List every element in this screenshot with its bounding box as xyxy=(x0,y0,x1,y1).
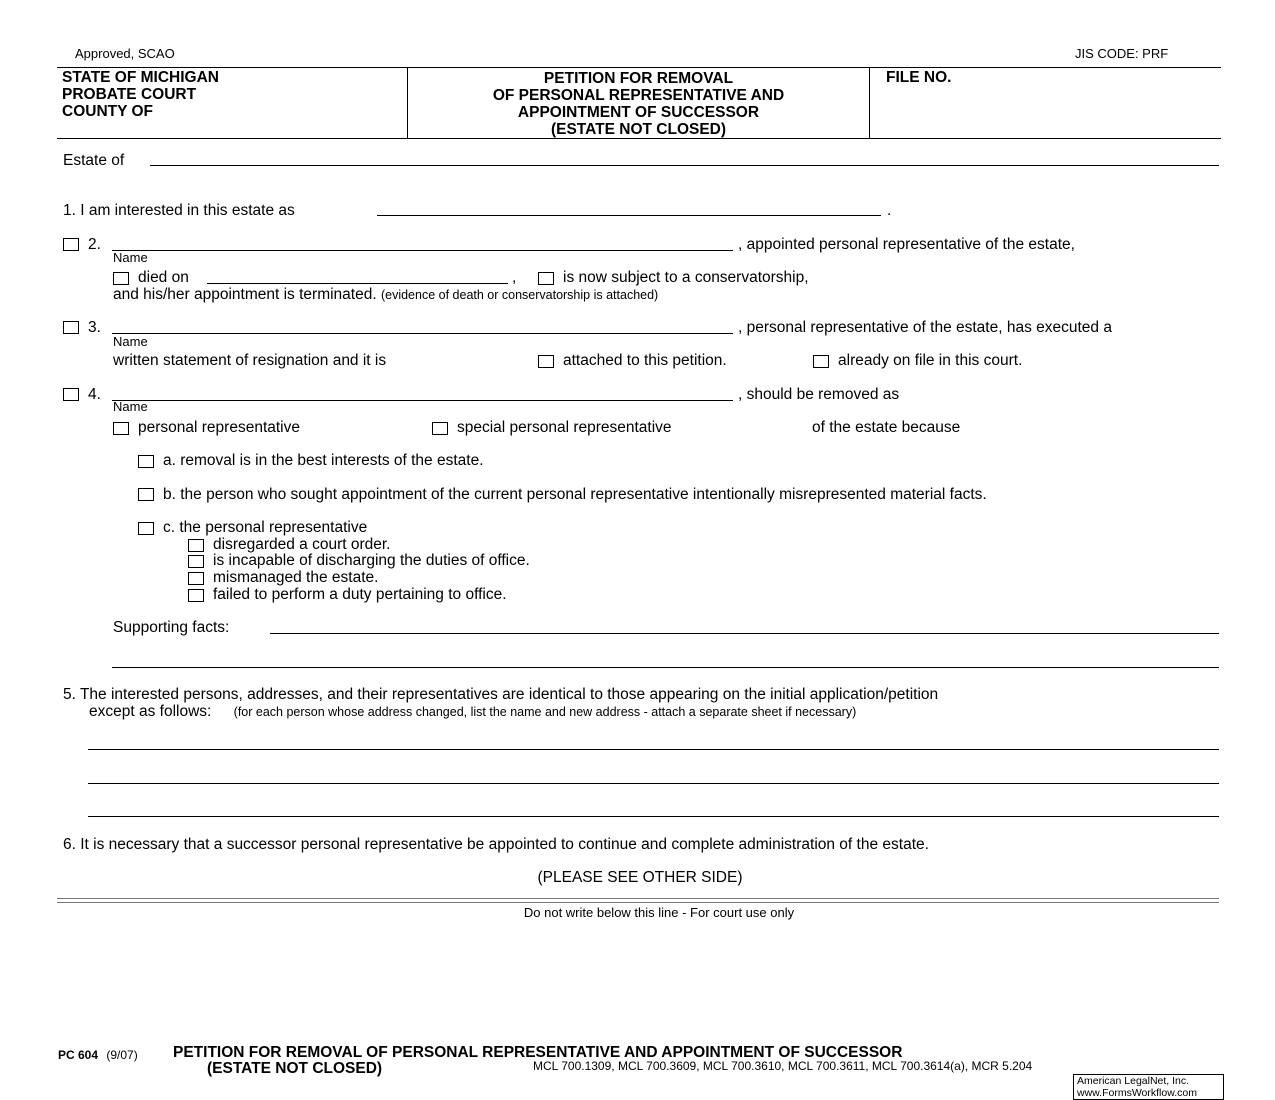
reason-a-checkbox[interactable] xyxy=(138,455,154,468)
terminated-text xyxy=(113,286,658,304)
mismanaged-checkbox[interactable] xyxy=(188,572,204,585)
estate-because-label: of the estate because xyxy=(812,419,961,436)
see-other-side: (PLEASE SEE OTHER SIDE) xyxy=(537,869,743,886)
estate-name-field[interactable] xyxy=(150,165,1219,166)
item2-checkbox[interactable] xyxy=(63,238,79,251)
header-divider-2 xyxy=(869,67,870,139)
form-title-block xyxy=(408,70,869,138)
jis-code: JIS CODE: PRF xyxy=(1075,46,1169,61)
item6-text: 6. It is necessary that a successor personal representative be appointed to continue and complete administration of the estate. xyxy=(63,836,929,853)
form-number: PC 604 xyxy=(58,1048,99,1062)
conservatorship-checkbox[interactable] xyxy=(538,272,554,285)
court-use-label: Do not write below this line - For court use only xyxy=(523,905,795,920)
form-revision: (9/07) xyxy=(106,1048,138,1062)
item4-name-caption: Name xyxy=(113,399,148,414)
except-as-follows-label: except as follows: xyxy=(89,703,212,720)
legalnet-stamp xyxy=(1073,1074,1224,1100)
court-order-label: disregarded a court order. xyxy=(213,536,391,553)
footer-form-id xyxy=(58,1046,138,1064)
item1-period: . xyxy=(887,202,892,219)
personal-representative-label: personal representative xyxy=(138,419,300,436)
interest-field[interactable] xyxy=(377,215,881,216)
date-of-death-field[interactable] xyxy=(207,283,508,284)
footer-title-line-1: PETITION FOR REMOVAL OF PERSONAL REPRESENTATIVE AND APPOINTMENT OF SUCCESSOR xyxy=(173,1044,903,1061)
item4-number: 4. xyxy=(88,386,101,403)
address-change-field-3[interactable] xyxy=(88,816,1219,817)
item1-text: 1. I am interested in this estate as xyxy=(63,202,295,219)
item4-name-field[interactable] xyxy=(112,400,733,401)
item4-checkbox[interactable] xyxy=(63,388,79,401)
form-title-line-2: OF PERSONAL REPRESENTATIVE AND xyxy=(492,87,785,104)
attached-label: attached to this petition. xyxy=(563,352,727,369)
item5-line-2-block xyxy=(89,703,856,721)
item3-number: 3. xyxy=(88,319,101,336)
item2-name-caption: Name xyxy=(113,250,148,265)
form-title-line-1: PETITION FOR REMOVAL xyxy=(543,70,734,87)
footer-title-line-2: (ESTATE NOT CLOSED) xyxy=(207,1060,383,1077)
stamp-line-1: American LegalNet, Inc. xyxy=(1077,1075,1190,1087)
footer-citations: MCL 700.1309, MCL 700.3609, MCL 700.3610, MCL 700.3611, MCL 700.3614(a), MCR 5.204 xyxy=(533,1059,1033,1073)
court-use-rule-2 xyxy=(57,902,1219,903)
reason-b-checkbox[interactable] xyxy=(138,488,154,501)
supporting-facts-label: Supporting facts: xyxy=(113,619,230,636)
address-change-field-1[interactable] xyxy=(88,749,1219,750)
failed-duty-label: failed to perform a duty pertaining to office. xyxy=(213,586,507,603)
on-file-checkbox[interactable] xyxy=(813,355,829,368)
item3-checkbox[interactable] xyxy=(63,321,79,334)
incapable-label: is incapable of discharging the duties of office. xyxy=(213,552,530,569)
court-line-county: COUNTY OF xyxy=(62,103,153,120)
item3-name-field[interactable] xyxy=(112,333,733,334)
incapable-checkbox[interactable] xyxy=(188,555,204,568)
item4-text: , should be removed as xyxy=(738,386,900,403)
court-block xyxy=(62,69,219,120)
reason-a-label: a. removal is in the best interests of the estate. xyxy=(163,452,484,469)
item2-name-field[interactable] xyxy=(112,250,733,251)
address-change-field-2[interactable] xyxy=(88,783,1219,784)
reason-c-checkbox[interactable] xyxy=(138,522,154,535)
item2-text: , appointed personal representative of the estate, xyxy=(738,236,1075,253)
on-file-label: already on file in this court. xyxy=(838,352,1023,369)
died-on-checkbox[interactable] xyxy=(113,272,129,285)
file-no-label: FILE NO. xyxy=(886,69,952,86)
attached-checkbox[interactable] xyxy=(538,355,554,368)
resignation-statement-text: written statement of resignation and it is xyxy=(113,352,387,369)
special-personal-representative-label: special personal representative xyxy=(457,419,672,436)
court-line-court: PROBATE COURT xyxy=(62,86,197,103)
form-title-line-3: APPOINTMENT OF SUCCESSOR xyxy=(517,104,760,121)
court-line-state: STATE OF MICHIGAN xyxy=(62,69,219,86)
court-use-rule-1 xyxy=(57,898,1219,899)
died-on-label: died on xyxy=(138,269,189,286)
reason-b-label: b. the person who sought appointment of the current personal representative intentionally misrepresented material facts. xyxy=(163,486,987,503)
header-top-rule xyxy=(57,67,1221,68)
died-on-comma: , xyxy=(512,269,517,286)
form-title-line-4: (ESTATE NOT CLOSED) xyxy=(550,121,727,138)
evidence-note: (evidence of death or conservatorship is attached) xyxy=(380,288,659,302)
estate-of-label: Estate of xyxy=(63,152,125,169)
item2-number: 2. xyxy=(88,236,101,253)
reason-c-label: c. the personal representative xyxy=(163,519,368,536)
stamp-line-2: www.FormsWorkflow.com xyxy=(1077,1087,1197,1099)
header-bottom-rule xyxy=(57,138,1221,139)
failed-duty-checkbox[interactable] xyxy=(188,589,204,602)
supporting-facts-field-1[interactable] xyxy=(270,633,1219,634)
item5-line-1: 5. The interested persons, addresses, and their representatives are identical to those appearing on the initial application/petition xyxy=(63,686,939,703)
item5-note: (for each person whose address changed, list the name and new address - attach a separate sheet if necessary) xyxy=(233,705,857,719)
mismanaged-label: mismanaged the estate. xyxy=(213,569,379,586)
item3-text: , personal representative of the estate, has executed a xyxy=(738,319,1112,336)
item3-name-caption: Name xyxy=(113,334,148,349)
court-order-checkbox[interactable] xyxy=(188,539,204,552)
supporting-facts-field-2[interactable] xyxy=(112,667,1219,668)
personal-representative-checkbox[interactable] xyxy=(113,422,129,435)
special-personal-representative-checkbox[interactable] xyxy=(432,422,448,435)
terminated-label: and his/her appointment is terminated. xyxy=(113,286,377,303)
approved-label: Approved, SCAO xyxy=(75,46,175,61)
conservatorship-label: is now subject to a conservatorship, xyxy=(563,269,809,286)
